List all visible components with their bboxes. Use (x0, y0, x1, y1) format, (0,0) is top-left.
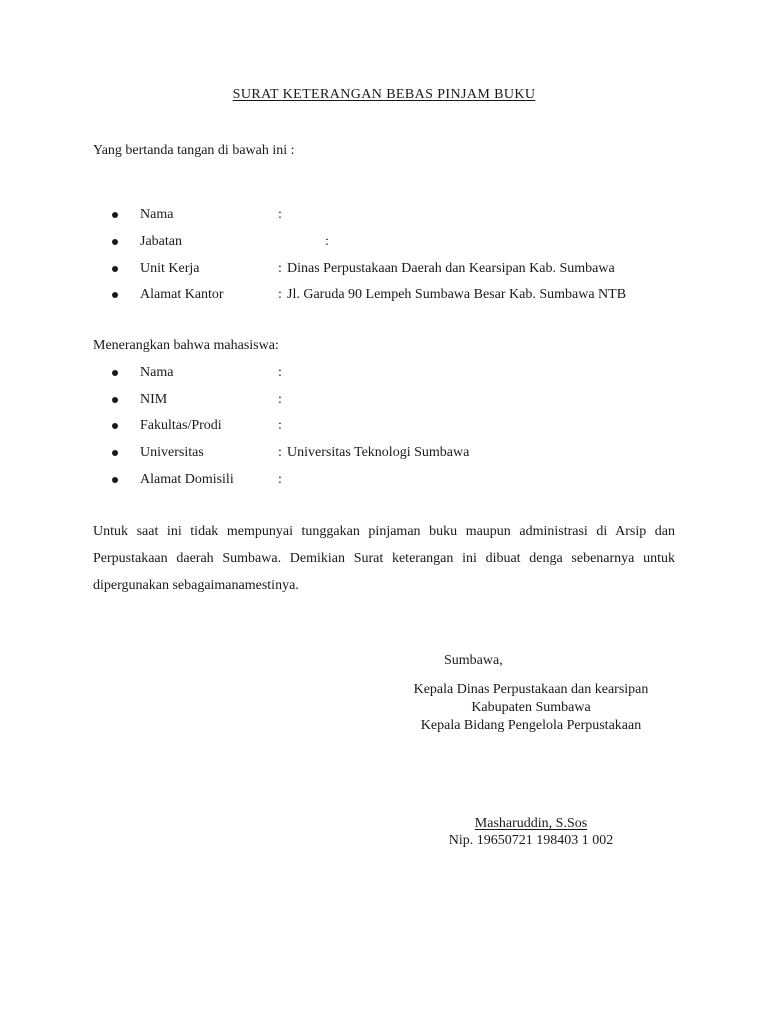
signatory-title-block (390, 681, 672, 735)
signatory-name-block (390, 815, 672, 849)
document-title: SURAT KETERANGAN BEBAS PINJAM BUKU (232, 87, 536, 102)
bullet-icon (112, 292, 118, 298)
bullet-icon (112, 423, 118, 429)
field-value: Dinas Perpustakaan Daerah dan Kearsipan Kab. Sumbawa (287, 260, 615, 276)
statement-paragraph: Untuk saat ini tidak mempunyai tunggakan pinjaman buku maupun administrasi di Arsip dan Perpustakaan daerah Sumbawa. Demikian Surat keterangan ini dibuat denga sebenarnya untuk dipergunakan sebagaimanamestinya. (93, 524, 675, 593)
signatory-nip: Nip. 19650721 198403 1 002 (448, 833, 614, 848)
field-label: Alamat Kantor (140, 287, 224, 303)
signature-place: Sumbawa, (444, 653, 503, 668)
bullet-icon (112, 450, 118, 456)
bullet-icon (112, 477, 118, 483)
signatory-title-line: Kepala Bidang Pengelola Perpustakaan (420, 718, 642, 733)
bullet-icon (112, 370, 118, 376)
field-colon: : (278, 418, 282, 434)
signatory-title-line: Kabupaten Sumbawa (471, 700, 591, 715)
field-colon: : (278, 391, 282, 407)
signatory-name: Masharuddin, S.Sos (474, 816, 588, 831)
signatory-title-line: Kepala Dinas Perpustakaan dan kearsipan (413, 682, 649, 697)
field-colon: : (325, 233, 329, 249)
bullet-icon (112, 212, 118, 218)
field-value: Jl. Garuda 90 Lempeh Sumbawa Besar Kab. Sumbawa NTB (287, 287, 627, 303)
field-label: Jabatan (140, 233, 182, 249)
field-label: Fakultas/Prodi (140, 418, 222, 434)
field-colon: : (278, 471, 282, 487)
field-label: Alamat Domisili (140, 471, 234, 487)
field-label: Nama (140, 207, 174, 222)
field-colon: : (278, 445, 282, 461)
field-colon: : (278, 365, 282, 380)
field-label: NIM (140, 391, 168, 407)
field-label: Universitas (140, 445, 204, 461)
field-colon: : (278, 287, 282, 303)
field-colon: : (278, 207, 282, 222)
student-intro-text: Menerangkan bahwa mahasiswa: (93, 338, 279, 353)
bullet-icon (112, 397, 118, 403)
bullet-icon (112, 266, 118, 272)
bullet-icon (112, 239, 118, 245)
field-colon: : (278, 260, 282, 276)
field-label: Unit Kerja (140, 260, 200, 276)
field-label: Nama (140, 365, 174, 380)
field-value: Universitas Teknologi Sumbawa (287, 445, 470, 461)
intro-text: Yang bertanda tangan di bawah ini : (93, 143, 295, 158)
